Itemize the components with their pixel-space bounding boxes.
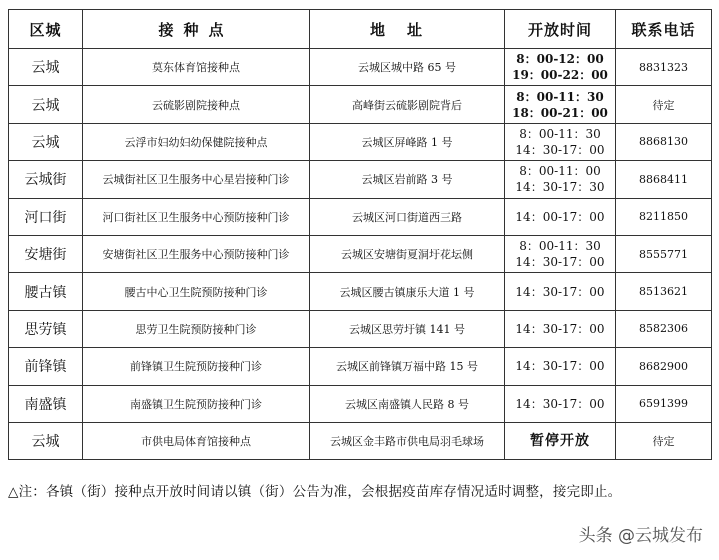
- cell-address: 云城区思劳圩镇 141 号: [310, 310, 505, 347]
- hours-line: 8：00-12：00: [516, 52, 604, 67]
- header-hours: 开放时间: [505, 10, 616, 49]
- cell-hours: [505, 86, 616, 123]
- table-row: [9, 310, 712, 347]
- cell-address: 云城区屏峰路 1 号: [310, 123, 505, 160]
- table-header-row: [9, 10, 712, 49]
- hours-line: 14：30-17：00: [515, 396, 605, 411]
- cell-address: 云城区腰古镇康乐大道 1 号: [310, 273, 505, 310]
- cell-address: 高峰街云硫影剧院背后: [310, 86, 505, 123]
- hours-line: 暂停开放: [530, 433, 590, 450]
- cell-area: 腰古镇: [9, 273, 83, 310]
- hours-line: 18：00-21：00: [512, 105, 608, 120]
- cell-site: 思劳卫生院预防接种门诊: [83, 310, 310, 347]
- hours-line: 8：00-11：00: [519, 164, 601, 179]
- cell-site: 市供电局体育馆接种点: [83, 422, 310, 459]
- cell-phone: 8682900: [616, 348, 712, 385]
- cell-hours: [505, 123, 616, 160]
- hours-line: 14：30-17：00: [515, 359, 605, 374]
- cell-area: 前锋镇: [9, 348, 83, 385]
- cell-area: 思劳镇: [9, 310, 83, 347]
- cell-area: 安塘街: [9, 235, 83, 272]
- table-row: [9, 86, 712, 123]
- cell-site: 腰古中心卫生院预防接种门诊: [83, 273, 310, 310]
- cell-site: 河口街社区卫生服务中心预防接种门诊: [83, 198, 310, 235]
- table-row: [9, 198, 712, 235]
- cell-site: 安塘街社区卫生服务中心预防接种门诊: [83, 235, 310, 272]
- cell-site: 莫东体育馆接种点: [83, 49, 310, 86]
- table-row: [9, 385, 712, 422]
- cell-phone: 8211850: [616, 198, 712, 235]
- cell-phone: 8555771: [616, 235, 712, 272]
- cell-site: 云城街社区卫生服务中心星岩接种门诊: [83, 161, 310, 198]
- header-site: 接种点: [83, 10, 310, 49]
- hours-line: 14：00-17：00: [515, 209, 605, 224]
- cell-address: 云城区河口街道西三路: [310, 198, 505, 235]
- hours-line: 14：30-17：00: [515, 142, 605, 157]
- cell-address: 云城区金丰路市供电局羽毛球场: [310, 422, 505, 459]
- cell-address: 云城区安塘街夏洞圩花坛侧: [310, 235, 505, 272]
- cell-area: 河口街: [9, 198, 83, 235]
- hours-line: 8：00-11：30: [519, 239, 601, 254]
- cell-hours: [505, 161, 616, 198]
- cell-hours: [505, 49, 616, 86]
- hours-line: 14：30-17：00: [515, 255, 605, 270]
- cell-site: 云浮市妇幼妇幼保健院接种点: [83, 123, 310, 160]
- hours-line: 19：00-22：00: [512, 68, 608, 83]
- cell-hours: [505, 273, 616, 310]
- cell-area: 云城: [9, 86, 83, 123]
- table-body: [9, 49, 712, 460]
- cell-area: 南盛镇: [9, 385, 83, 422]
- cell-site: 南盛镇卫生院预防接种门诊: [83, 385, 310, 422]
- cell-phone: 8868130: [616, 123, 712, 160]
- cell-phone: 6591399: [616, 385, 712, 422]
- hours-line: 8：00-11：30: [519, 126, 601, 141]
- cell-hours: [505, 198, 616, 235]
- header-area: 区城: [9, 10, 83, 49]
- cell-area: 云城街: [9, 161, 83, 198]
- table-row: [9, 348, 712, 385]
- header-phone: 联系电话: [616, 10, 712, 49]
- cell-site: 前锋镇卫生院预防接种门诊: [83, 348, 310, 385]
- cell-phone: 待定: [616, 86, 712, 123]
- cell-phone: 8831323: [616, 49, 712, 86]
- table-row: [9, 123, 712, 160]
- cell-site: 云硫影剧院接种点: [83, 86, 310, 123]
- cell-hours: [505, 422, 616, 459]
- table-row: [9, 235, 712, 272]
- cell-hours: [505, 235, 616, 272]
- cell-address: 云城区城中路 65 号: [310, 49, 505, 86]
- hours-line: 14：30-17：00: [515, 321, 605, 336]
- cell-phone: 8582306: [616, 310, 712, 347]
- hours-line: 14：30-17：00: [515, 284, 605, 299]
- cell-area: 云城: [9, 123, 83, 160]
- hours-line: 8：00-11：30: [516, 89, 604, 104]
- cell-address: 云城区南盛镇人民路 8 号: [310, 385, 505, 422]
- cell-hours: [505, 348, 616, 385]
- cell-phone: 8513621: [616, 273, 712, 310]
- vaccination-schedule-table: [8, 9, 712, 460]
- table-row: [9, 161, 712, 198]
- header-address: 地址: [310, 10, 505, 49]
- table-row: [9, 273, 712, 310]
- watermark: 头条 @云城发布: [578, 526, 703, 546]
- cell-address: 云城区前锋镇万福中路 15 号: [310, 348, 505, 385]
- cell-area: 云城: [9, 422, 83, 459]
- table-row: [9, 49, 712, 86]
- hours-line: 14：30-17：30: [515, 180, 605, 195]
- cell-area: 云城: [9, 49, 83, 86]
- cell-phone: 8868411: [616, 161, 712, 198]
- cell-hours: [505, 385, 616, 422]
- cell-hours: [505, 310, 616, 347]
- footnote: △注：各镇（街）接种点开放时间请以镇（街）公告为准，会根据疫苗库存情况适时调整，接完即止。: [8, 484, 622, 500]
- cell-phone: 待定: [616, 422, 712, 459]
- table-row: [9, 422, 712, 459]
- cell-address: 云城区岩前路 3 号: [310, 161, 505, 198]
